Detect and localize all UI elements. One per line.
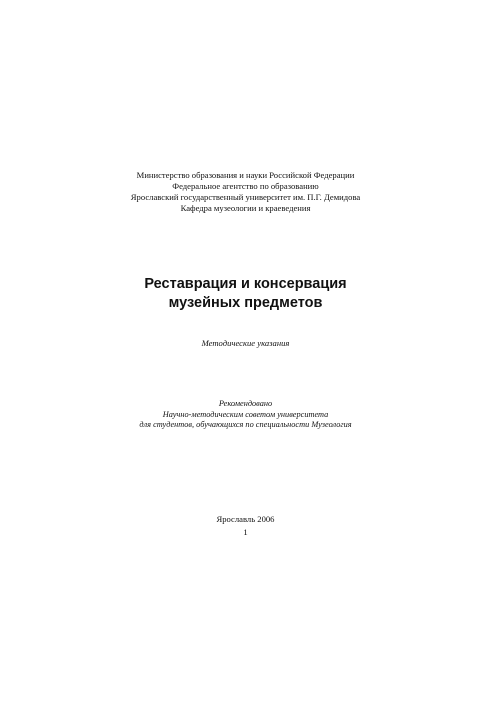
- ministry-line: Министерство образования и науки Российской Федерации: [136, 170, 355, 180]
- agency-line: Федеральное агентство по образованию: [172, 181, 319, 191]
- recommendation-note: [0, 399, 491, 431]
- document-subtitle: Методические указания: [201, 338, 290, 348]
- recommendation-line-1: Рекомендовано: [218, 399, 273, 408]
- institution-header: [0, 170, 491, 214]
- document-title: [0, 275, 491, 313]
- title-line-2: музейных предметов: [168, 295, 323, 311]
- title-line-1: Реставрация и консервация: [144, 276, 347, 292]
- recommendation-line-3: для студентов, обучающихся по специальности Музеология: [139, 420, 352, 429]
- university-line: Ярославский государственный университет им. П.Г. Демидова: [130, 192, 361, 202]
- department-line: Кафедра музеологии и краеведения: [180, 203, 311, 213]
- recommendation-line-2: Научно-методическим советом университета: [162, 409, 329, 419]
- place-year: Ярославль 2006: [216, 514, 275, 524]
- page-number: 1: [243, 527, 248, 537]
